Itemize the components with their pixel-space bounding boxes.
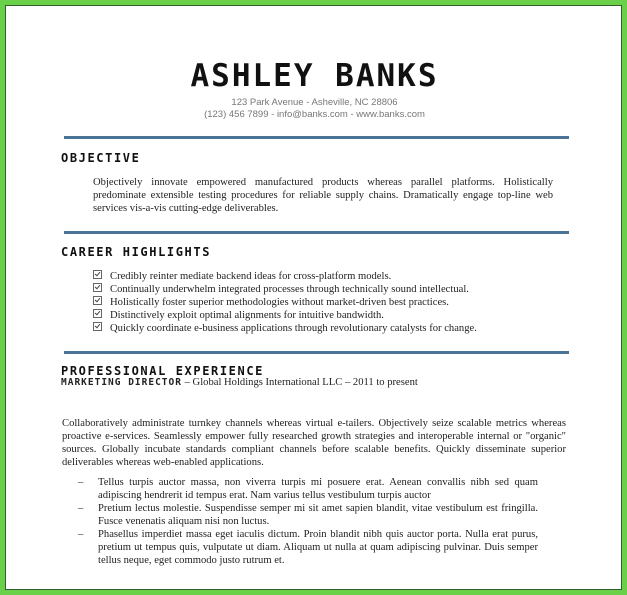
dash-bullet: – [78,477,84,488]
checkbox-icon [93,283,102,292]
highlights-heading: CAREER HIGHLIGHTS [61,245,212,259]
experience-bullets [78,476,538,567]
resume-name: ASHLEY BANKS [190,58,439,94]
checkbox-icon [93,270,102,279]
job-details: – Global Holdings International LLC – 2011 to present [184,377,418,388]
checkbox-icon [93,296,102,305]
list-item: Quickly coordinate e-business applications through revolutionary catalysts for change. [93,322,553,335]
experience-summary: Collaboratively administrate turnkey channels whereas virtual e-tailers. Objectively seize scalable metrics whereas proactive e-services. Seamlessly empower fully researched growth strategies and interoperable internal or "organic" sources. Globally incubate standards compliant channels before scalable benefits. Quickly disseminate superior deliverables whereas web-enabled applications. [62,418,566,468]
objective-text: Objectively innovate empowered manufactured products whereas parallel platforms. Holistically predominate extensible testing procedures for reliable supply chains. Dramatically engage top-line web services vis-a-vis cutting-edge deliverables. [93,177,553,214]
checkbox-icon [93,309,102,318]
section-rule [64,136,569,139]
objective-heading: OBJECTIVE [61,151,141,165]
address-line: 123 Park Avenue - Asheville, NC 28806 [231,97,398,108]
resume-page [5,5,622,590]
section-rule [64,351,569,354]
list-item: – Phasellus imperdiet massa eget iaculis dictum. Proin blandit nibh quis auctor porta. Nulla erat purus, pretium ut tempus quis, vulputate ut diam. Aliquam ut nulla at quam adipiscing pulvinar. Duis semper tellus neque, eget commodo justo rutrum et. [78,529,538,566]
list-item: Credibly reinter mediate backend ideas for cross-platform models. [93,270,553,283]
section-rule [64,231,569,234]
job-heading [61,377,418,388]
list-item: Distinctively exploit optimal alignments for intuitive bandwidth. [93,309,553,322]
dash-bullet: – [78,503,84,514]
list-item: Continually underwhelm integrated processes through technically sound intellectual. [93,283,553,296]
dash-bullet: – [78,529,84,540]
checkbox-icon [93,322,102,331]
list-item: – Pretium lectus molestie. Suspendisse semper mi sit amet sapien blandit, vitae vestibulum est fringilla. Fusce venenatis aliquam nisi non luctus. [78,503,538,527]
list-item: – Tellus turpis auctor massa, non viverra turpis mi posuere erat. Aenean convallis nibh sed quam adipiscing hendrerit id tempus erat. Nam varius tellus vestibulum turpis auctor [78,477,538,501]
contact-line: (123) 456 7899 - info@banks.com - www.banks.com [204,109,425,120]
list-item: Holistically foster superior methodologies without market-driven best practices. [93,296,553,309]
job-title: MARKETING DIRECTOR [61,377,182,388]
experience-heading: PROFESSIONAL EXPERIENCE [61,364,264,378]
highlights-list [93,270,553,335]
